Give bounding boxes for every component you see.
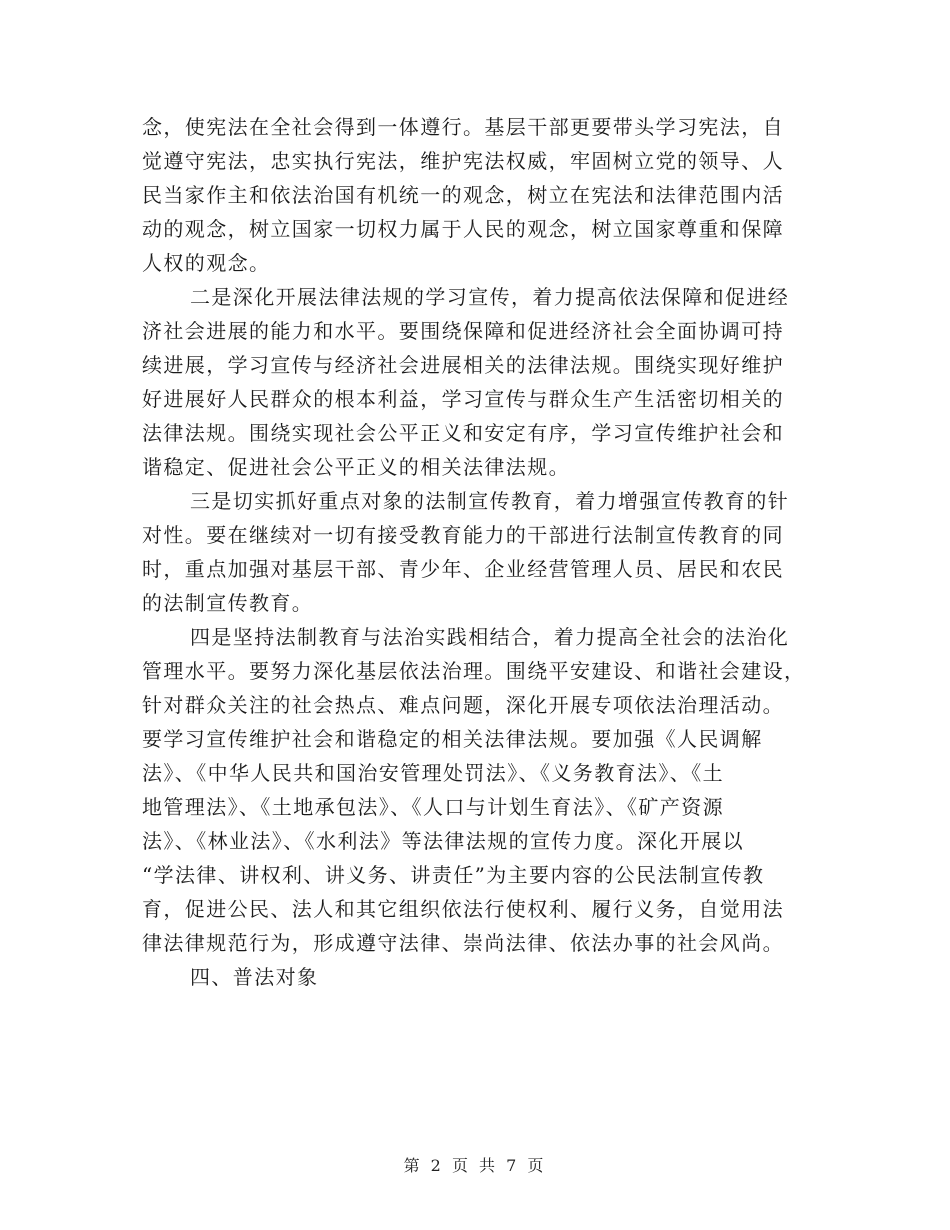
text-line: 觉遵守宪法，忠实执行宪法，维护宪法权威，牢固树立党的领导、人: [142, 149, 784, 173]
page-number-footer: 第 2 页 共 7 页: [403, 1156, 547, 1175]
text-line: 续进展，学习宣传与经济社会进展相关的法律法规。围绕实现好维护: [142, 353, 784, 377]
text-line: 好进展好人民群众的根本利益，学习宣传与群众生产生活密切相关的: [142, 387, 784, 411]
text-line: 法律法规。围绕实现社会公平正义和安定有序，学习宣传维护社会和: [142, 421, 784, 445]
section-heading: 四、普法对象: [190, 965, 319, 989]
text-line: 人权的观念。: [142, 251, 271, 275]
text-line: 法》、《林业法》、《水利法》等法律法规的宣传力度。深化开展以: [142, 829, 744, 853]
text-line: 谐稳定、促进社会公平正义的相关法律法规。: [142, 455, 570, 479]
text-line: 管理水平。要努力深化基层依法治理。围绕平安建设、和谐社会建设，: [142, 659, 806, 683]
paragraph-start-line: 三是切实抓好重点对象的法制宣传教育，着力增强宣传教育的针: [190, 489, 790, 513]
text-line: 律法律规范行为，形成遵守法律、崇尚法律、依法办事的社会风尚。: [142, 931, 784, 955]
text-line: 对性。要在继续对一切有接受教育能力的干部进行法制宣传教育的同: [142, 523, 784, 547]
text-line: 动的观念，树立国家一切权力属于人民的观念，树立国家尊重和保障: [142, 217, 784, 241]
text-line: 针对群众关注的社会热点、难点问题，深化开展专项依法治理活动。: [142, 693, 784, 717]
paragraph-start-line: 二是深化开展法律法规的学习宣传，着力提高依法保障和促进经: [190, 285, 790, 309]
text-line: 要学习宣传维护社会和谐稳定的相关法律法规。要加强《人民调解: [142, 727, 763, 751]
paragraph-start-line: 四是坚持法制教育与法治实践相结合，着力提高全社会的法治化: [190, 625, 790, 649]
text-line: 的法制宣传教育。: [142, 591, 314, 615]
text-line: 地管理法》、《土地承包法》、《人口与计划生育法》、《矿产资源: [142, 795, 724, 819]
document-body: [142, 110, 822, 994]
text-line: “学法律、讲权利、讲义务、讲责任”为主要内容的公民法制宣传教: [142, 863, 765, 887]
text-line: 民当家作主和依法治国有机统一的观念，树立在宪法和法律范围内活: [142, 183, 784, 207]
text-line: 济社会进展的能力和水平。要围绕保障和促进经济社会全面协调可持: [142, 319, 784, 343]
text-line: 育，促进公民、法人和其它组织依法行使权利、履行义务，自觉用法: [142, 897, 784, 921]
text-line: 念，使宪法在全社会得到一体遵行。基层干部更要带头学习宪法，自: [142, 115, 784, 139]
text-line: 法》、《中华人民共和国治安管理处罚法》、《义务教育法》、《土: [142, 761, 724, 785]
text-line: 时，重点加强对基层干部、青少年、企业经营管理人员、居民和农民: [142, 557, 784, 581]
